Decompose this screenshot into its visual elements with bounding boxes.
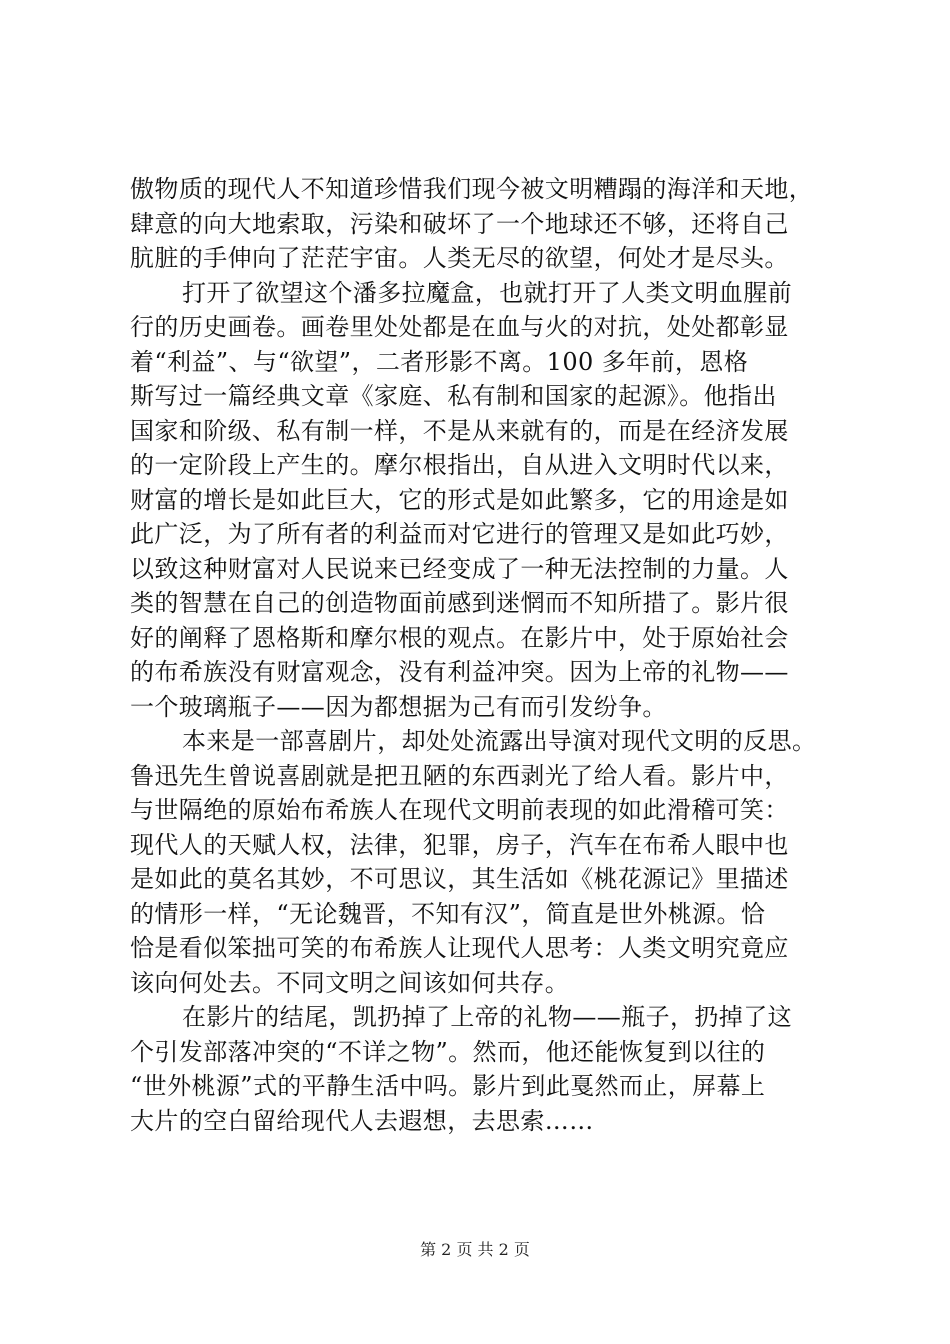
text-line: 与世隔绝的原始布希族人在现代文明前表现的如此滑稽可笑：	[130, 796, 789, 824]
text-line: 个引发部落冲突的“不详之物”。然而，他还能恢复到以往的	[130, 1037, 766, 1066]
text-line: 着“利益”、与“欲望”，二者形影不离。100 多年前，恩格	[130, 347, 749, 376]
text-line: 的布希族没有财富观念，没有利益冲突。因为上帝的礼物——	[130, 658, 789, 686]
paragraph-3	[130, 724, 830, 1000]
text-line: 一个玻璃瓶子——因为都想据为己有而引发纷争。	[130, 692, 667, 721]
text-line: 鲁迅先生曾说喜剧就是把丑陋的东西剥光了给人看。影片中，	[130, 761, 789, 790]
text-line: 好的阐释了恩格斯和摩尔根的观点。在影片中，处于原始社会	[130, 623, 789, 652]
text-line: “世外桃源”式的平静生活中吗。影片到此戛然而止，屏幕上	[130, 1072, 766, 1100]
text-line: 类的智慧在自己的创造物面前感到迷惘而不知所措了。影片很	[130, 589, 789, 617]
paragraph-4	[130, 1000, 830, 1138]
page-footer	[0, 1240, 950, 1260]
text-line: 以致这种财富对人民说来已经变成了一种无法控制的力量。人	[130, 554, 789, 583]
text-line: 肮脏的手伸向了茫茫宇宙。人类无尽的欲望，何处才是尽头。	[130, 244, 789, 272]
text-line: 行的历史画卷。画卷里处处都是在血与火的对抗，处处都彰显	[130, 313, 789, 341]
text-line: 大片的空白留给现代人去遐想，去思索……	[130, 1106, 594, 1135]
text-line: 打开了欲望这个潘多拉魔盒，也就打开了人类文明血腥前	[182, 278, 792, 307]
text-line: 是如此的莫名其妙，不可思议，其生活如《桃花源记》里描述	[130, 865, 789, 893]
text-line: 的一定阶段上产生的。摩尔根指出，自从进入文明时代以来，	[130, 451, 789, 479]
text-line: 本来是一部喜剧片，却处处流露出导演对现代文明的反思。	[182, 727, 817, 755]
text-line: 在影片的结尾，凯扔掉了上帝的礼物——瓶子，扔掉了这	[182, 1003, 792, 1031]
text-line: 该向何处去。不同文明之间该如何共存。	[130, 968, 570, 997]
page-number-label: 第 2 页 共 2 页	[420, 1240, 530, 1259]
text-line: 傲物质的现代人不知道珍惜我们现今被文明糟蹋的海洋和天地，	[130, 175, 814, 203]
text-line: 的情形一样，“无论魏晋，不知有汉”，简直是世外桃源。恰	[130, 899, 766, 928]
text-line: 肆意的向大地索取，污染和破坏了一个地球还不够，还将自己	[130, 209, 789, 238]
document-body	[130, 172, 830, 1138]
paragraph-2	[130, 276, 830, 725]
text-line: 斯写过一篇经典文章《家庭、私有制和国家的起源》。他指出	[130, 382, 777, 410]
text-line: 此广泛，为了所有者的利益而对它进行的管理又是如此巧妙，	[130, 520, 789, 548]
text-line: 财富的增长是如此巨大，它的形式是如此繁多，它的用途是如	[130, 485, 789, 514]
text-line: 国家和阶级、私有制一样，不是从来就有的，而是在经济发展	[130, 416, 789, 445]
text-line: 现代人的天赋人权，法律，犯罪，房子，汽车在布希人眼中也	[130, 830, 789, 859]
paragraph-1	[130, 172, 830, 276]
text-line: 恰是看似笨拙可笑的布希族人让现代人思考：人类文明究竟应	[130, 934, 789, 962]
